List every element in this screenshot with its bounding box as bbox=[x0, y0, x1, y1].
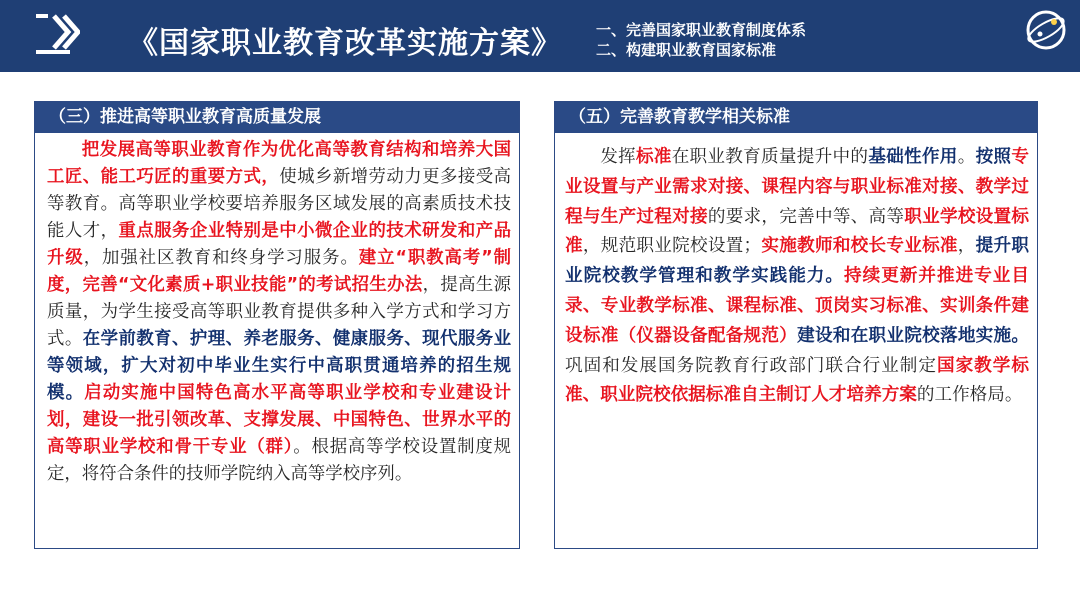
section-item-2: 二、构建职业教育国家标准 bbox=[596, 41, 777, 59]
body-text: 巩固和发展国务院教育行政部门联合行业制定 bbox=[565, 355, 937, 376]
body-text: 在职业教育质量提升中的 bbox=[671, 147, 869, 167]
right-panel bbox=[554, 101, 1038, 549]
left-panel-body bbox=[35, 133, 519, 488]
emphasis-text: 专业设置与产业需求对接、课程内容与职业标准对接、教学过程与生产过程对接 bbox=[565, 147, 1029, 227]
section-list bbox=[596, 20, 806, 60]
section-item-1: 一、完善国家职业教育制度体系 bbox=[596, 21, 807, 39]
right-panel-body bbox=[555, 133, 1037, 411]
title-bar bbox=[0, 0, 1080, 72]
body-text: 的工作格局。 bbox=[916, 385, 1023, 406]
logo-icon bbox=[1024, 8, 1068, 52]
body-text: 的要求，完善中等、高等 bbox=[707, 206, 905, 227]
emphasis-text: 建设和在职业院校落地实施。 bbox=[797, 325, 1029, 346]
body-text: 发挥 bbox=[600, 147, 636, 167]
emphasis-text: 标准 bbox=[635, 147, 672, 167]
emphasis-text: 提升职业院校教学管理和教学实践能力。 bbox=[565, 236, 1029, 287]
right-panel-heading: （五）完善教育教学相关标准 bbox=[555, 102, 1037, 133]
emphasis-text: 重点服务企业特别是中小微企业的技术研发和产品升级 bbox=[47, 221, 511, 268]
emphasis-text: 持续更新并推进专业目录、专业教学标准、课程标准、顶岗实习标准、实训条件建设标准（仪器设备配备规范） bbox=[565, 266, 1029, 346]
emphasis-text: 国家教学标准、职业院校依据标准自主制订人才培养方案 bbox=[565, 355, 1029, 406]
body-text: ，加强社区教育和终身学习服务。 bbox=[83, 248, 359, 268]
emphasis-text: 实施教师和校长专业标准 bbox=[761, 236, 958, 257]
body-text: ， bbox=[957, 236, 976, 257]
body-text: 。 bbox=[957, 147, 976, 167]
left-panel-heading: （三）推进高等职业教育高质量发展 bbox=[35, 102, 519, 133]
body-text: 使城乡新增劳动力更多接受高等教育。高等职业学校要培养服务区域发展的高素质技术技能人才， bbox=[47, 167, 511, 241]
left-panel bbox=[34, 101, 520, 549]
body-text: ，提高生源质量，为学生接受高等职业教育提供多种入学方式和学习方式。 bbox=[47, 275, 511, 349]
emphasis-text: 启动实施中国特色高水平高等职业学校和专业建设计划，建设一批引领改革、支撑发展、中国特色、世界水平的高等职业学校和骨干专业（群） bbox=[47, 383, 511, 457]
emphasis-text: 基础性作用 bbox=[868, 147, 958, 167]
emphasis-text: 按照 bbox=[975, 147, 1012, 167]
body-text: 。根据高等学校设置制度规定，将符合条件的技师学院纳入高等学校序列。 bbox=[47, 437, 511, 484]
emphasis-text: 建立“职教高考”制度，完善“文化素质+职业技能”的考试招生办法 bbox=[47, 248, 511, 295]
emphasis-text: 职业学校设置标准 bbox=[565, 206, 1029, 257]
page-title: 《国家职业教育改革实施方案》 bbox=[128, 26, 562, 61]
left-paragraph bbox=[47, 137, 511, 488]
emphasis-text: 在学前教育、护理、养老服务、健康服务、现代服务业等领域，扩大对初中毕业生实行中高职贯通培养的招生规模。 bbox=[47, 329, 511, 403]
double-chevron-icon bbox=[30, 10, 80, 60]
emphasis-text: 把发展高等职业教育作为优化高等教育结构和培养大国工匠、能工巧匠的重要方式， bbox=[47, 140, 511, 187]
body-text: ，规范职业院校设置； bbox=[582, 236, 762, 257]
right-paragraph bbox=[565, 143, 1029, 411]
